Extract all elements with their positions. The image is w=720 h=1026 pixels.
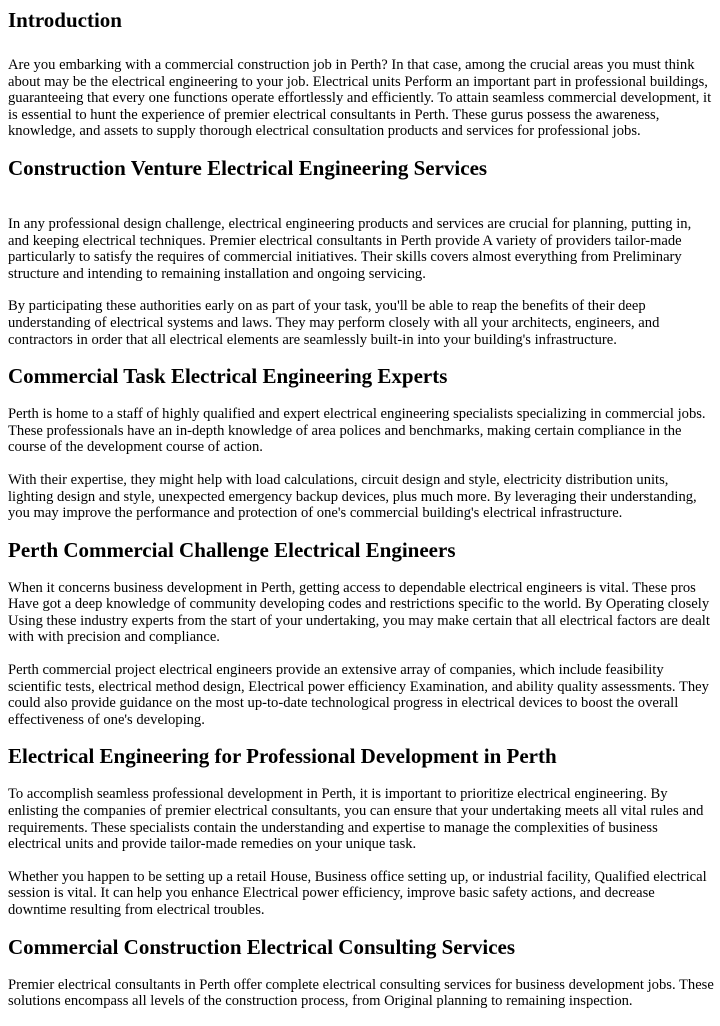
article [0,8,720,1010]
paragraph: With their expertise, they might help with load calculations, circuit design and style, electricity distribution units, lighting design and style, unexpected emergency backup devices, plus much more. By leveraging their understanding, you may improve the performance and protection of one's commercial building's electrical infrastructure. [8,471,697,522]
section-professional-development [8,744,714,918]
section-heading: Construction Venture Electrical Engineering Services [8,155,488,180]
section-construction-venture [8,156,714,348]
paragraph: Perth is home to a staff of highly qualified and expert electrical engineering specialists specializing in commercial jobs. These professionals have an in-depth knowledge of area polices and benchmarks, making certain compliance in the course of the development course of action. [8,406,706,456]
paragraph: Perth commercial project electrical engineers provide an extensive array of companies, which include feasibility scientific tests, electrical method design, Electrical power efficiency Examination, and ability quality assessments. They could also provide guidance on the most up-to-date technological progress in electrical devices to boost the overall effectiveness of one's developing. [8,662,709,728]
section-heading: Perth Commercial Challenge Electrical Engineers [8,537,456,562]
section-perth-commercial-challenge [8,538,714,729]
section-heading: Commercial Task Electrical Engineering Experts [8,364,448,389]
section-heading: Introduction [8,8,122,32]
paragraph: In any professional design challenge, electrical engineering products and services are crucial for planning, putting in, and keeping electrical techniques. Premier electrical consultants in Perth provide A variety of providers tailor-made particularly to satisfy the requires of commercial initiatives. Their skills covers almost everything from Preliminary structure and intending to remaining installation and ongoing servicing. [8,215,692,282]
paragraph: Are you embarking with a commercial construction job in Perth? In that case, among the crucial areas you must think about may be the electrical engineering to your job. Electrical units Perform an important part in professional buildings, guaranteeing that every one functions operate effortlessly and efficiently. To attain seamless commercial development, it is essential to hunt the experience of premier electrical consultants in Perth. These gurus possess the awareness, knowledge, and assets to supply thorough electrical consultation products and services for professional jobs. [8,57,712,140]
paragraph: To accomplish seamless professional development in Perth, it is important to prioritize electrical engineering. By enlisting the companies of premier electrical consultants, you can ensure that your undertaking meets all vital rules and requirements. These specialists contain the understanding and expertise to manage the complexities of business electrical units and provide tailor-made remedies on your unique task. [8,786,704,853]
section-heading: Commercial Construction Electrical Consulting Services [8,934,516,959]
section-consulting-services [8,935,714,1010]
section-introduction [8,8,714,140]
paragraph: Whether you happen to be setting up a retail House, Business office setting up, or industrial facility, Qualified electrical session is vital. It can help you enhance Electrical power efficiency, improve basic safety actions, and decrease downtime resulting from electrical troubles. [8,868,707,918]
section-commercial-task [8,364,714,522]
paragraph: By participating these authorities early on as part of your task, you'll be able to reap the benefits of their deep understanding of electrical systems and laws. They may perform closely with all your architects, engineers, and contractors in order that all electrical elements are seamlessly built-in into your building's infrastructure. [8,298,660,348]
section-heading: Electrical Engineering for Professional Development in Perth [8,744,557,769]
paragraph: Premier electrical consultants in Perth offer complete electrical consulting services for business development jobs. These solutions encompass all levels of the construction process, from Original planning to remaining inspection. [8,976,714,1010]
paragraph: When it concerns business development in Perth, getting access to dependable electrical engineers is vital. These pros Have got a deep knowledge of community developing codes and restrictions specific to the world. By Operating closely Using these industry experts from the start of your undertaking, you may make certain that all electrical factors are dealt with with precision and compliance. [8,579,710,646]
